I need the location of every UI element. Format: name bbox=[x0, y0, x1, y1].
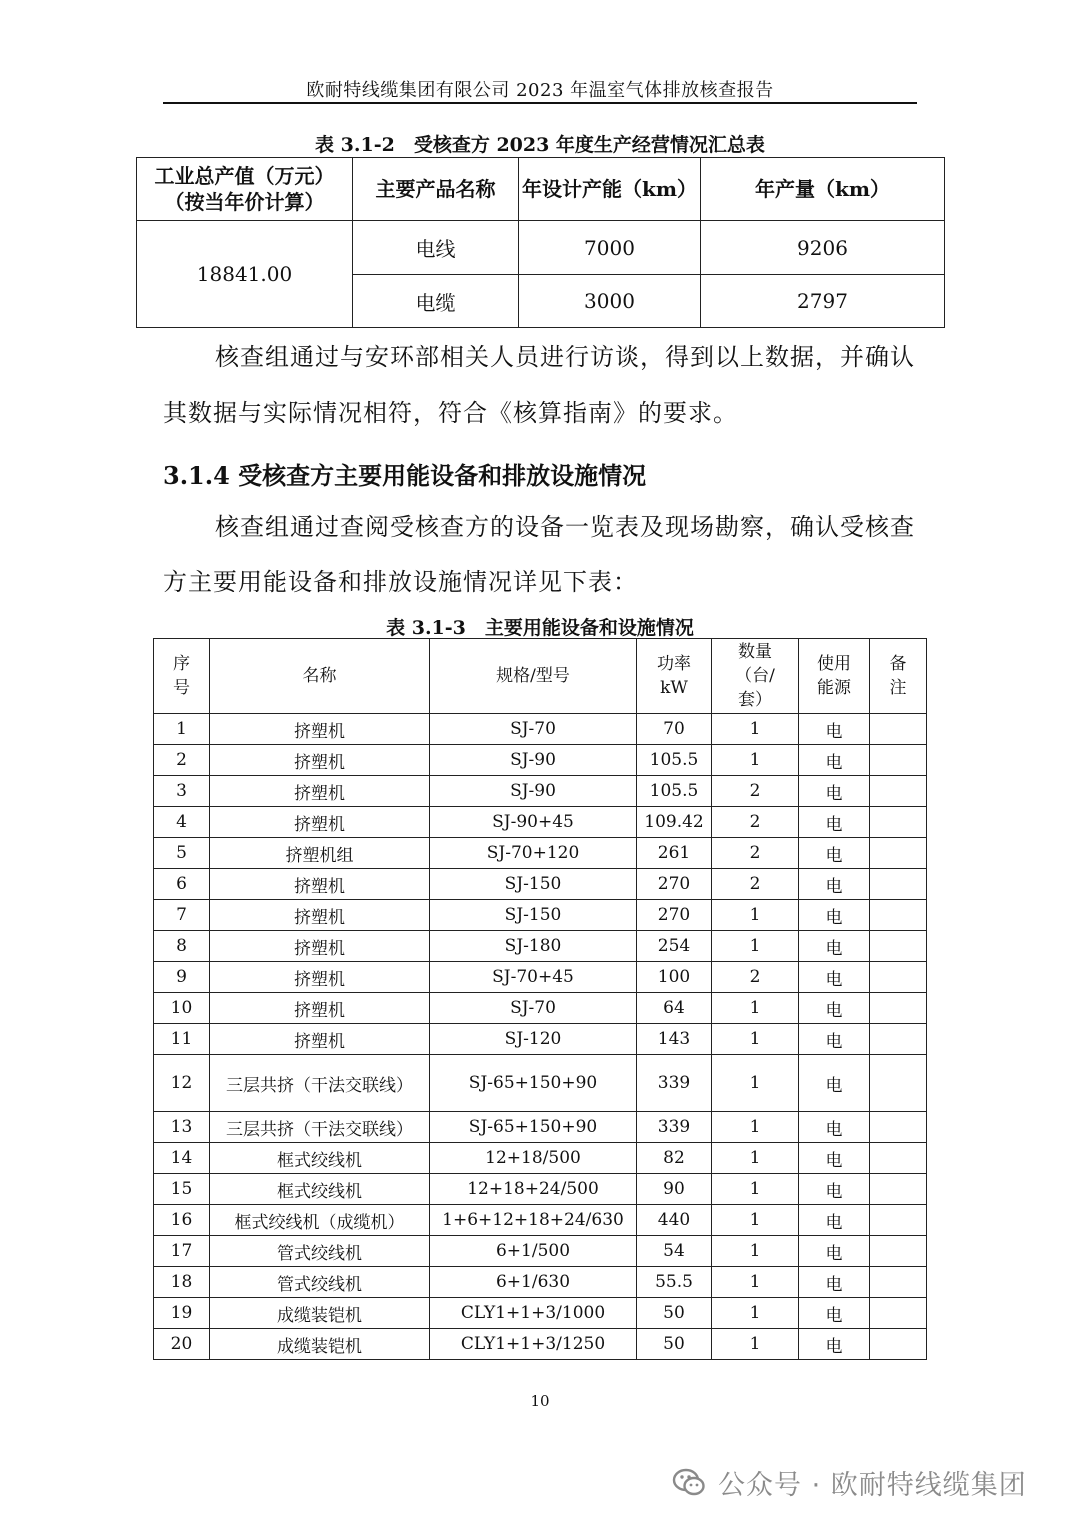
table-row bbox=[154, 1112, 927, 1143]
table-row bbox=[154, 869, 927, 900]
energy-cell: 电 bbox=[799, 807, 870, 838]
quantity-cell: 2 bbox=[712, 869, 799, 900]
equipment-name-cell: 管式绞线机 bbox=[210, 1236, 430, 1267]
model-cell: SJ-150 bbox=[430, 900, 637, 931]
remark-cell bbox=[870, 1143, 927, 1174]
quantity-cell: 2 bbox=[712, 807, 799, 838]
model-cell: SJ-180 bbox=[430, 931, 637, 962]
table-row bbox=[154, 807, 927, 838]
equipment-name-cell: 挤塑机 bbox=[210, 776, 430, 807]
energy-cell: 电 bbox=[799, 838, 870, 869]
table-row bbox=[154, 1143, 927, 1174]
power-header bbox=[637, 639, 712, 714]
power-cell: 50 bbox=[637, 1329, 712, 1360]
remark-cell bbox=[870, 1298, 927, 1329]
power-cell: 55.5 bbox=[637, 1267, 712, 1298]
power-cell: 109.42 bbox=[637, 807, 712, 838]
quantity-header bbox=[712, 639, 799, 714]
energy-cell: 电 bbox=[799, 1112, 870, 1143]
power-cell: 339 bbox=[637, 1112, 712, 1143]
power-cell: 143 bbox=[637, 1024, 712, 1055]
quantity-cell: 2 bbox=[712, 962, 799, 993]
equipment-name-cell: 挤塑机 bbox=[210, 1024, 430, 1055]
equipment-name-cell: 三层共挤（干法交联线） bbox=[210, 1055, 430, 1112]
table-row bbox=[154, 1236, 927, 1267]
remark-cell bbox=[870, 931, 927, 962]
energy-cell: 电 bbox=[799, 745, 870, 776]
quantity-cell: 2 bbox=[712, 838, 799, 869]
row-no-cell: 2 bbox=[154, 745, 210, 776]
table-row bbox=[154, 962, 927, 993]
power-cell: 82 bbox=[637, 1143, 712, 1174]
energy-cell: 电 bbox=[799, 1205, 870, 1236]
production-cell: 2797 bbox=[701, 275, 945, 328]
quantity-cell: 1 bbox=[712, 900, 799, 931]
power-cell: 100 bbox=[637, 962, 712, 993]
model-cell: SJ-90+45 bbox=[430, 807, 637, 838]
quantity-cell: 1 bbox=[712, 714, 799, 745]
watermark-text: 公众号 · 欧耐特线缆集团 bbox=[718, 1469, 1027, 1501]
row-no-cell: 13 bbox=[154, 1112, 210, 1143]
wechat-watermark bbox=[672, 1460, 1027, 1504]
quantity-cell: 1 bbox=[712, 1236, 799, 1267]
quantity-header-line2: （台/ bbox=[735, 666, 775, 686]
table-row bbox=[154, 1024, 927, 1055]
model-cell: SJ-70 bbox=[430, 714, 637, 745]
model-cell: SJ-65+150+90 bbox=[430, 1112, 637, 1143]
energy-cell: 电 bbox=[799, 776, 870, 807]
energy-cell: 电 bbox=[799, 1024, 870, 1055]
model-cell: 6+1/630 bbox=[430, 1267, 637, 1298]
remark-cell bbox=[870, 776, 927, 807]
model-header: 规格/型号 bbox=[430, 639, 637, 714]
power-cell: 70 bbox=[637, 714, 712, 745]
table-row bbox=[154, 1267, 927, 1298]
paragraph-2-line-1: 核查组通过查阅受核查方的设备一览表及现场勘察，确认受核查 bbox=[215, 513, 915, 541]
row-no-cell: 1 bbox=[154, 714, 210, 745]
power-cell: 270 bbox=[637, 869, 712, 900]
table-row bbox=[154, 1055, 927, 1112]
production-header: 年产量（km） bbox=[701, 158, 945, 221]
equipment-table bbox=[153, 638, 927, 1360]
row-no-cell: 10 bbox=[154, 993, 210, 1024]
product-cell: 电线 bbox=[353, 221, 519, 275]
remark-cell bbox=[870, 714, 927, 745]
equipment-name-cell: 框式绞线机 bbox=[210, 1174, 430, 1205]
equipment-name-cell: 成缆装铠机 bbox=[210, 1298, 430, 1329]
remark-cell bbox=[870, 1236, 927, 1267]
production-summary-table bbox=[136, 157, 945, 328]
remark-cell bbox=[870, 962, 927, 993]
quantity-cell: 1 bbox=[712, 1267, 799, 1298]
equipment-name-cell: 成缆装铠机 bbox=[210, 1329, 430, 1360]
row-no-cell: 8 bbox=[154, 931, 210, 962]
equipment-name-cell: 三层共挤（干法交联线） bbox=[210, 1112, 430, 1143]
page-number: 10 bbox=[530, 1392, 550, 1410]
equipment-name-cell: 挤塑机 bbox=[210, 807, 430, 838]
remark-cell bbox=[870, 1329, 927, 1360]
row-no-cell: 17 bbox=[154, 1236, 210, 1267]
quantity-cell: 1 bbox=[712, 1298, 799, 1329]
energy-cell: 电 bbox=[799, 1055, 870, 1112]
table-row bbox=[154, 1329, 927, 1360]
row-no-cell: 5 bbox=[154, 838, 210, 869]
output-value-header-line1: 工业总产值（万元） bbox=[154, 164, 335, 188]
remark-cell bbox=[870, 838, 927, 869]
section-heading-3-1-4: 3.1.4 受核查方主要用能设备和排放设施情况 bbox=[163, 461, 647, 490]
output-value-header bbox=[137, 158, 353, 221]
remark-cell bbox=[870, 1112, 927, 1143]
quantity-cell: 1 bbox=[712, 1205, 799, 1236]
row-no-cell: 4 bbox=[154, 807, 210, 838]
model-cell: 6+1/500 bbox=[430, 1236, 637, 1267]
quantity-cell: 1 bbox=[712, 993, 799, 1024]
paragraph-2-line-2: 方主要用能设备和排放设施情况详见下表： bbox=[163, 568, 638, 596]
power-header-line1: 功率 bbox=[657, 654, 691, 674]
model-cell: CLY1+1+3/1250 bbox=[430, 1329, 637, 1360]
quantity-header-line3: 套） bbox=[738, 690, 772, 710]
table-row bbox=[154, 1174, 927, 1205]
table-row bbox=[154, 1298, 927, 1329]
model-cell: CLY1+1+3/1000 bbox=[430, 1298, 637, 1329]
remark-cell bbox=[870, 1174, 927, 1205]
wechat-icon bbox=[672, 1465, 706, 1499]
capacity-cell: 3000 bbox=[519, 275, 701, 328]
power-cell: 270 bbox=[637, 900, 712, 931]
row-no-cell: 6 bbox=[154, 869, 210, 900]
product-cell: 电缆 bbox=[353, 275, 519, 328]
energy-cell: 电 bbox=[799, 1267, 870, 1298]
model-cell: SJ-70 bbox=[430, 993, 637, 1024]
no-header-line1: 序 bbox=[173, 654, 190, 674]
row-no-cell: 11 bbox=[154, 1024, 210, 1055]
equipment-name-cell: 挤塑机 bbox=[210, 900, 430, 931]
remark-header-line2: 注 bbox=[889, 678, 907, 698]
energy-header-line2: 能源 bbox=[817, 678, 851, 698]
power-header-line2: kW bbox=[660, 678, 688, 698]
power-cell: 105.5 bbox=[637, 776, 712, 807]
no-header-line2: 号 bbox=[173, 678, 190, 698]
quantity-header-line1: 数量 bbox=[738, 642, 772, 662]
remark-cell bbox=[870, 869, 927, 900]
power-cell: 64 bbox=[637, 993, 712, 1024]
remark-header-line1: 备 bbox=[889, 654, 907, 674]
remark-cell bbox=[870, 1055, 927, 1112]
power-cell: 90 bbox=[637, 1174, 712, 1205]
no-header bbox=[154, 639, 210, 714]
model-cell: SJ-90 bbox=[430, 745, 637, 776]
quantity-cell: 2 bbox=[712, 776, 799, 807]
model-cell: SJ-120 bbox=[430, 1024, 637, 1055]
quantity-cell: 1 bbox=[712, 1329, 799, 1360]
table-row bbox=[154, 931, 927, 962]
row-no-cell: 20 bbox=[154, 1329, 210, 1360]
row-no-cell: 14 bbox=[154, 1143, 210, 1174]
energy-cell: 电 bbox=[799, 931, 870, 962]
remark-cell bbox=[870, 993, 927, 1024]
power-cell: 54 bbox=[637, 1236, 712, 1267]
model-cell: 1+6+12+18+24/630 bbox=[430, 1205, 637, 1236]
capacity-header: 年设计产能（km） bbox=[519, 158, 701, 221]
equipment-name-cell: 框式绞线机 bbox=[210, 1143, 430, 1174]
capacity-cell: 7000 bbox=[519, 221, 701, 275]
quantity-cell: 1 bbox=[712, 1143, 799, 1174]
equipment-name-cell: 挤塑机 bbox=[210, 745, 430, 776]
model-cell: 12+18+24/500 bbox=[430, 1174, 637, 1205]
remark-cell bbox=[870, 745, 927, 776]
equipment-table-body bbox=[154, 714, 927, 1360]
energy-cell: 电 bbox=[799, 962, 870, 993]
quantity-cell: 1 bbox=[712, 1055, 799, 1112]
row-no-cell: 3 bbox=[154, 776, 210, 807]
row-no-cell: 12 bbox=[154, 1055, 210, 1112]
quantity-cell: 1 bbox=[712, 1112, 799, 1143]
model-cell: SJ-90 bbox=[430, 776, 637, 807]
paragraph-1-line-2: 其数据与实际情况相符，符合《核算指南》的要求。 bbox=[163, 399, 738, 427]
power-cell: 254 bbox=[637, 931, 712, 962]
equipment-name-cell: 挤塑机组 bbox=[210, 838, 430, 869]
row-no-cell: 19 bbox=[154, 1298, 210, 1329]
remark-cell bbox=[870, 1267, 927, 1298]
row-no-cell: 15 bbox=[154, 1174, 210, 1205]
row-no-cell: 16 bbox=[154, 1205, 210, 1236]
name-header: 名称 bbox=[210, 639, 430, 714]
energy-cell: 电 bbox=[799, 900, 870, 931]
quantity-cell: 1 bbox=[712, 1024, 799, 1055]
power-cell: 339 bbox=[637, 1055, 712, 1112]
energy-cell: 电 bbox=[799, 714, 870, 745]
equipment-name-cell: 框式绞线机（成缆机） bbox=[210, 1205, 430, 1236]
model-cell: SJ-70+120 bbox=[430, 838, 637, 869]
model-cell: 12+18/500 bbox=[430, 1143, 637, 1174]
equipment-name-cell: 挤塑机 bbox=[210, 962, 430, 993]
quantity-cell: 1 bbox=[712, 931, 799, 962]
energy-cell: 电 bbox=[799, 993, 870, 1024]
output-value-cell: 18841.00 bbox=[137, 221, 353, 328]
remark-cell bbox=[870, 900, 927, 931]
row-no-cell: 7 bbox=[154, 900, 210, 931]
quantity-cell: 1 bbox=[712, 1174, 799, 1205]
energy-cell: 电 bbox=[799, 869, 870, 900]
model-cell: SJ-150 bbox=[430, 869, 637, 900]
equipment-name-cell: 挤塑机 bbox=[210, 993, 430, 1024]
remark-cell bbox=[870, 807, 927, 838]
paragraph-1-line-1: 核查组通过与安环部相关人员进行访谈，得到以上数据，并确认 bbox=[215, 343, 915, 371]
energy-cell: 电 bbox=[799, 1174, 870, 1205]
header-divider bbox=[163, 102, 917, 104]
model-cell: SJ-65+150+90 bbox=[430, 1055, 637, 1112]
production-cell: 9206 bbox=[701, 221, 945, 275]
energy-header-line1: 使用 bbox=[817, 654, 851, 674]
energy-header bbox=[799, 639, 870, 714]
power-cell: 105.5 bbox=[637, 745, 712, 776]
table-row bbox=[154, 745, 927, 776]
table-row bbox=[154, 838, 927, 869]
energy-cell: 电 bbox=[799, 1143, 870, 1174]
power-cell: 440 bbox=[637, 1205, 712, 1236]
energy-cell: 电 bbox=[799, 1298, 870, 1329]
report-header-title: 欧耐特线缆集团有限公司 2023 年温室气体排放核查报告 bbox=[306, 80, 774, 101]
row-no-cell: 9 bbox=[154, 962, 210, 993]
remark-header bbox=[870, 639, 927, 714]
table-row bbox=[154, 1205, 927, 1236]
quantity-cell: 1 bbox=[712, 745, 799, 776]
table-3-1-2-caption: 表 3.1-2 受核查方 2023 年度生产经营情况汇总表 bbox=[315, 134, 765, 156]
equipment-name-cell: 挤塑机 bbox=[210, 931, 430, 962]
table-3-1-3-caption: 表 3.1-3 主要用能设备和设施情况 bbox=[386, 617, 694, 639]
equipment-name-cell: 挤塑机 bbox=[210, 869, 430, 900]
remark-cell bbox=[870, 1024, 927, 1055]
row-no-cell: 18 bbox=[154, 1267, 210, 1298]
output-value-header-line2: （按当年价计算） bbox=[164, 190, 325, 214]
product-header: 主要产品名称 bbox=[353, 158, 519, 221]
equipment-name-cell: 管式绞线机 bbox=[210, 1267, 430, 1298]
table-row bbox=[154, 993, 927, 1024]
table-row bbox=[154, 776, 927, 807]
table-row bbox=[154, 900, 927, 931]
power-cell: 261 bbox=[637, 838, 712, 869]
table-row bbox=[137, 221, 945, 275]
remark-cell bbox=[870, 1205, 927, 1236]
energy-cell: 电 bbox=[799, 1236, 870, 1267]
power-cell: 50 bbox=[637, 1298, 712, 1329]
model-cell: SJ-70+45 bbox=[430, 962, 637, 993]
energy-cell: 电 bbox=[799, 1329, 870, 1360]
table-row bbox=[154, 714, 927, 745]
equipment-name-cell: 挤塑机 bbox=[210, 714, 430, 745]
